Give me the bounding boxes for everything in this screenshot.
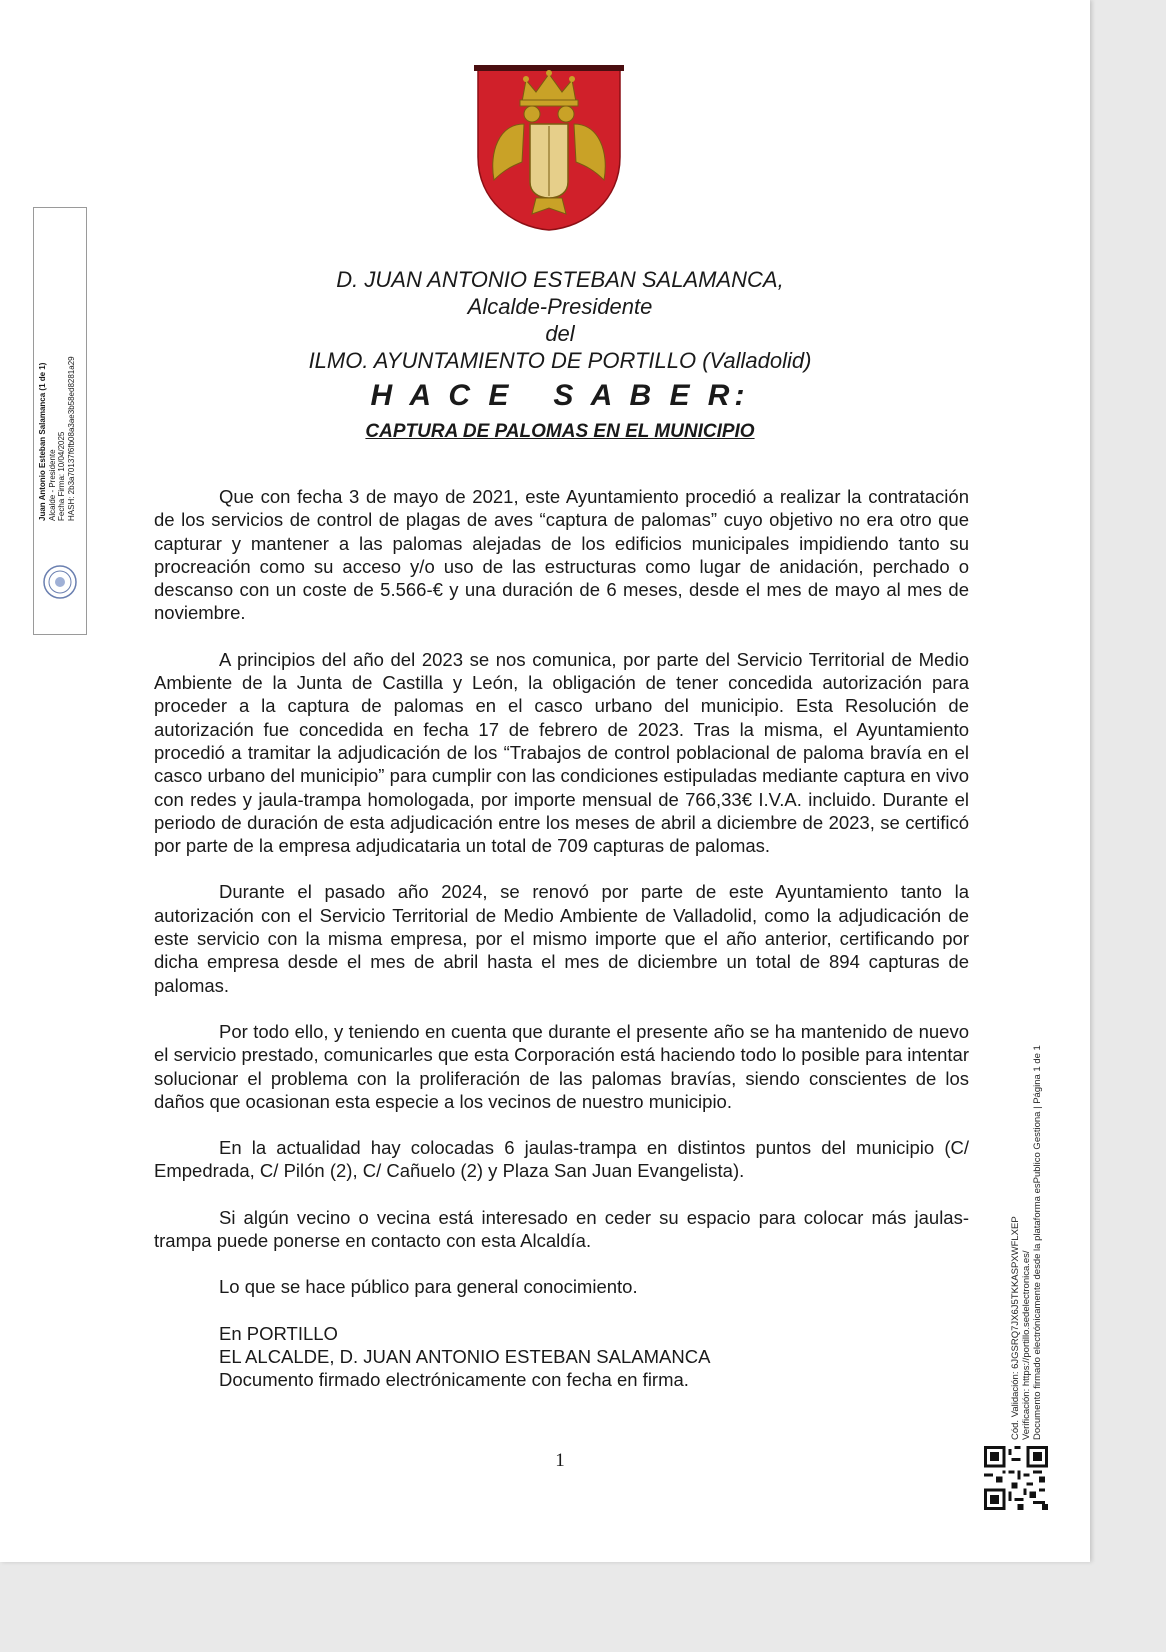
page-number: 1 (555, 1450, 565, 1471)
mayor-role: Alcalde-Presidente (467, 294, 653, 319)
paragraph: A principios del año del 2023 se nos comunica, por parte del Servicio Territorial de Medio Ambiente de la Junta de Castilla y León, la obligación de tener concedida autorización para proceder a la captura de palomas en el casco urbano del municipio. Esta Resolución de autorización fue concedida en fecha 17 de febrero de 2023. Tras la misma, el Ayuntamiento procedió a tramitar la adjudicación de los “Trabajos de control poblacional de paloma bravía en el casco urbano del municipio” para cumplir con las condiciones estipuladas mediante captura en vivo con redes y jaula-trampa homologada, por importe mensual de 766,33€ I.V.A. incluido. Durante el periodo de duración de esta adjudicación entre los meses de abril a diciembre de 2023, se certificó por parte de la empresa adjudicataria un total de 709 capturas de palomas. (154, 648, 969, 857)
verification-url[interactable]: Verificación: https://portillo.sedelectronica.es/ (1021, 1250, 1032, 1440)
hace-saber-heading: H A C E S A B E R: (370, 379, 750, 412)
qr-code-icon (984, 1446, 1048, 1510)
signature-stamp-box (33, 207, 87, 635)
mayor-name: D. JUAN ANTONIO ESTEBAN SALAMANCA, (336, 267, 784, 292)
announcement-header (150, 266, 970, 444)
stamp-role: Alcalde - Presidente (47, 449, 57, 521)
validation-code: Cód. Validación: 6JGSRQ7JX6J5TKKASPXWFLXEP (1010, 1216, 1021, 1440)
platform-note: Documento firmado electrónicamente desde la plataforma esPublico Gestiona | Página 1 de 1 (1032, 1045, 1043, 1440)
paragraph: Durante el pasado año 2024, se renovó por parte de este Ayuntamiento tanto la autorización con el Servicio Territorial de Medio Ambiente de Valladolid, como la adjudicación de este servicio con la misma empresa, por el mismo importe que el año anterior, certificando por dicha empresa desde el mes de abril hasta el mes de diciembre un total de 894 capturas de palomas. (154, 881, 969, 996)
stamp-hash: HASH: 2b3a70137f6fb08a3ae3b58ed8281a29 (66, 356, 76, 521)
signature-block (219, 1322, 969, 1392)
paragraph: Lo que se hace público para general conocimiento. (219, 1276, 638, 1298)
seal-icon (42, 564, 78, 600)
document-body (154, 485, 969, 1392)
signature-place: En PORTILLO (219, 1322, 338, 1344)
coat-of-arms-icon (474, 62, 624, 232)
signature-signer: EL ALCALDE, D. JUAN ANTONIO ESTEBAN SALAMANCA (219, 1345, 711, 1367)
signature-note: Documento firmado electrónicamente con fecha en firma. (219, 1369, 689, 1391)
stamp-date: Fecha Firma: 10/04/2025 (57, 431, 66, 521)
paragraph: En la actualidad hay colocadas 6 jaulas-trampa en distintos puntos del municipio (C/ Empedrada, C/ Pilón (2), C/ Cañuelo (2) y Plaza San Juan Evangelista). (154, 1137, 969, 1182)
council-name: ILMO. AYUNTAMIENTO DE PORTILLO (Valladolid) (308, 348, 812, 373)
paragraph: Si algún vecino o vecina está interesado en ceder su espacio para colocar más jaulas-trampa puede ponerse en contacto con esta Alcaldía. (154, 1206, 969, 1252)
subject-title: CAPTURA DE PALOMAS EN EL MUNICIPIO (365, 421, 755, 442)
stamp-signer: Juan Antonio Esteban Salamanca (1 de 1) (38, 362, 47, 521)
paragraph: Que con fecha 3 de mayo de 2021, este Ayuntamiento procedió a realizar la contratación de los servicios de control de plagas de aves “captura de palomas” cuyo objetivo no era otro que capturar y mantener a las palomas alejadas de los edificios municipales impidiendo tanto su procreación como su acceso y/o uso de las estructuras como lugar de anidación, perchado o descanso con un coste de 5.566-€ y una duración de 6 meses, desde el mes de mayo al mes de noviembre. (154, 486, 969, 624)
del-word: del (545, 321, 575, 346)
paragraph: Por todo ello, y teniendo en cuenta que durante el presente año se ha mantenido de nuevo el servicio prestado, comunicarles que esta Corporación está haciendo todo lo posible para intentar solucionar el problema con la proliferación de las palomas bravías, siendo conscientes de los daños que ocasionan esta especie a los vecinos de nuestro municipio. (154, 1020, 969, 1112)
